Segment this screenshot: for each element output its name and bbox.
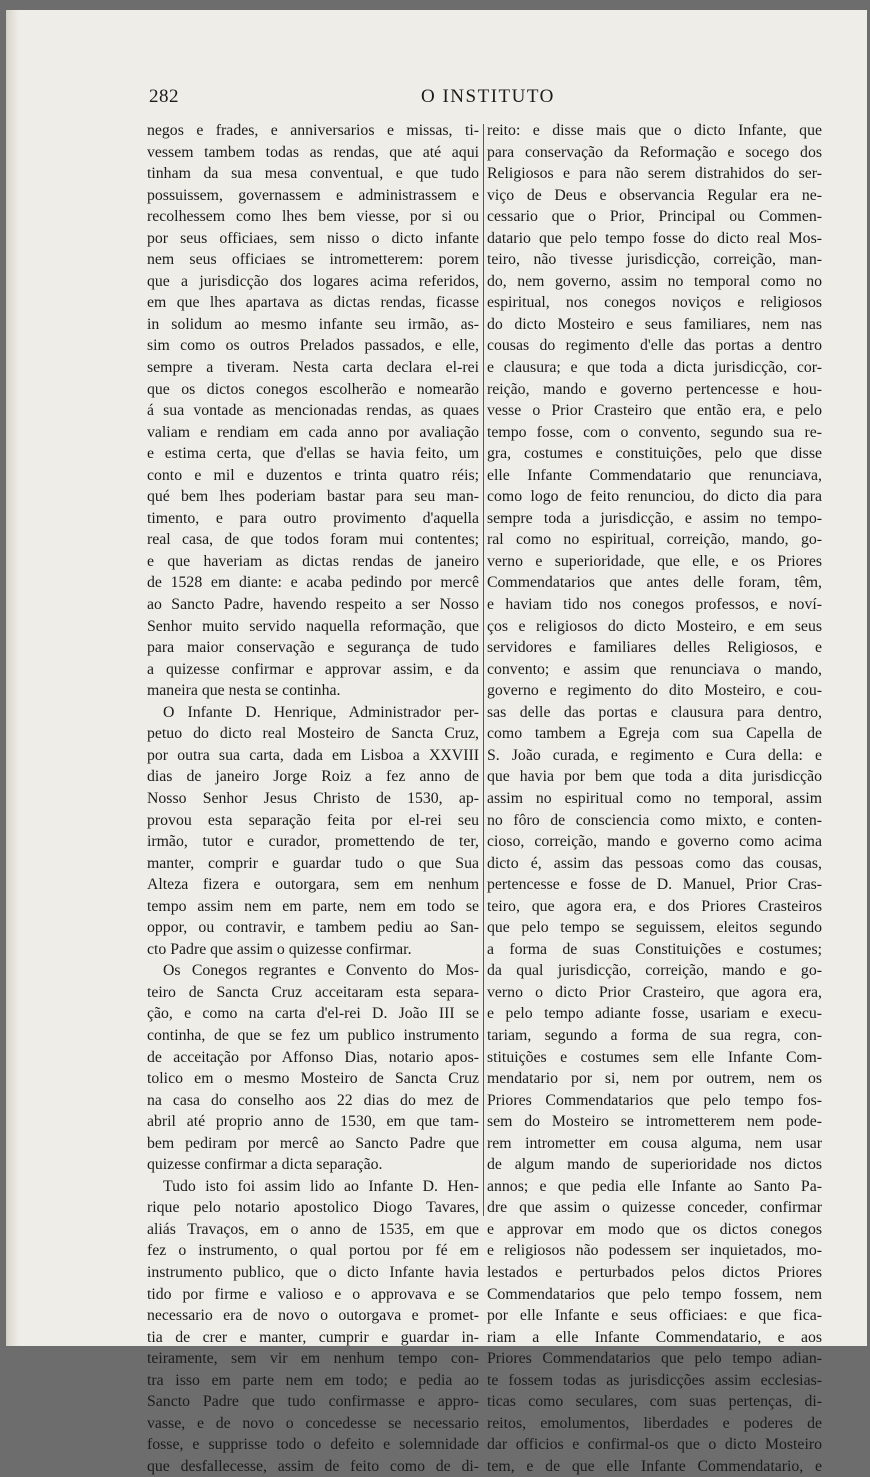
text-line: cioso, correição, mando e governo como acima bbox=[487, 833, 822, 851]
text-line: manter, comprir e guardar tudo o que Sua bbox=[147, 854, 479, 872]
text-line: irmão, tutor e curador, promettendo de ter, bbox=[147, 833, 479, 851]
text-line: quizesse confirmar a dicta separação. bbox=[147, 1156, 383, 1174]
text-line: e haviam tido nos conegos professos, e noví- bbox=[487, 596, 822, 614]
text-line: como logo de feito renunciou, do dicto dia para bbox=[487, 488, 822, 506]
text-line: reição, mando e governo pertencesse e hou- bbox=[487, 380, 822, 398]
text-line: te fossem todas as jurisdicções assim ecclesias- bbox=[487, 1371, 822, 1389]
text-line: Commendatarios que antes delle foram, têm, bbox=[487, 574, 822, 592]
text-line: recolhessem como lhes bem viesse, por si ou bbox=[147, 208, 479, 226]
text-line: lestados e perturbados pelos dictos Priores bbox=[487, 1263, 822, 1281]
text-line: na casa do conselho aos 22 dias do mez de bbox=[147, 1091, 479, 1109]
text-line: a forma de suas Constituições e costumes; bbox=[487, 940, 822, 958]
text-line: O Infante D. Henrique, Administrador per- bbox=[163, 703, 479, 721]
text-line: annos; e que pedia elle Infante ao Santo Pa- bbox=[487, 1177, 822, 1195]
text-line: conto e mil e duzentos e trinta quatro réis; bbox=[147, 466, 479, 484]
text-line: rem intrometter em cousa alguma, nem usar bbox=[487, 1134, 822, 1152]
text-line: sem do Mosteiro se intrometterem nem pode- bbox=[487, 1113, 822, 1131]
text-line: tariam, segundo a forma de sua regra, con- bbox=[487, 1026, 822, 1044]
page-number: 282 bbox=[149, 86, 179, 107]
text-line: em que lhes apartava as dictas rendas, ficasse bbox=[147, 294, 479, 312]
text-line: rique pelo notario apostolico Diogo Tavares, bbox=[147, 1199, 479, 1217]
text-line: Os Conegos regrantes e Convento do Mos- bbox=[163, 962, 479, 980]
text-line: ral como no espiritual, correição, mando, go- bbox=[487, 531, 822, 549]
text-line: tia de crer e manter, cumprir e guardar in- bbox=[147, 1328, 479, 1346]
text-line: da qual jurisdicção, correição, mando e go- bbox=[487, 962, 822, 980]
text-line: S. João curada, e regimento e Cura della: e bbox=[487, 746, 822, 764]
text-line: Tudo isto foi assim lido ao Infante D. Hen- bbox=[163, 1177, 479, 1195]
text-line: provou esta separação feita por el-rei seu bbox=[147, 811, 479, 829]
text-line: Priores Commendatarios que pelo tempo fos- bbox=[487, 1091, 822, 1109]
text-line: cousas do regimento d'elle das portas a dentro bbox=[487, 337, 822, 355]
text-line: ços e religiosos do dicto Mosteiro, e em seus bbox=[487, 617, 822, 635]
text-line: e estima certa, que d'ellas se havia feito, um bbox=[147, 445, 479, 463]
text-line: convento; e assim que renunciava o mando, bbox=[487, 660, 822, 678]
text-line: instrumento publico, que o dicto Infante havia bbox=[147, 1263, 479, 1281]
text-line: teiro de Sancta Cruz acceitaram esta separa- bbox=[147, 983, 479, 1001]
text-line: Religiosos e para não serem distrahidos do ser- bbox=[487, 165, 822, 183]
text-line: vessem tambem todas as rendas, que até aqui bbox=[147, 143, 479, 161]
text-line: governo e regimento do dito Mosteiro, e cou- bbox=[487, 682, 822, 700]
text-line: stituições e costumes sem elle Infante Com- bbox=[487, 1048, 822, 1066]
text-line: continha, de que se fez um publico instrumento bbox=[147, 1026, 479, 1044]
text-line: e religiosos não podessem ser inquietados, mo- bbox=[487, 1242, 822, 1260]
text-line: tido por firme e valioso e o approvava e se bbox=[147, 1285, 479, 1303]
text-line: necessario era de novo o outorgava e promet- bbox=[147, 1307, 479, 1325]
text-line: datario que pelo tempo fosse do dicto real Mos- bbox=[487, 229, 822, 247]
page-header bbox=[7, 74, 867, 107]
text-line: reitos, emolumentos, liberdades e poderes de bbox=[487, 1414, 822, 1432]
text-line: tempo fosse, com o convento, segundo sua re- bbox=[487, 423, 822, 441]
text-line: ticas como seculares, com suas pertenças, di- bbox=[487, 1393, 822, 1411]
text-line: teiro, não tivesse jurisdicção, correição, man- bbox=[487, 251, 822, 269]
text-line: vesse o Prior Crasteiro que então era, e pelo bbox=[487, 402, 822, 420]
text-line: abril até proprio anno de 1530, em que tam- bbox=[147, 1113, 479, 1131]
text-line: Alteza fizera e outorgara, sem em nenhum bbox=[147, 876, 479, 894]
text-line: pertencesse e fosse de D. Manuel, Prior Cras- bbox=[487, 876, 822, 894]
column-divider bbox=[483, 124, 484, 1216]
text-line: sempre toda a jurisdicção, e assim no tempo- bbox=[487, 509, 822, 527]
right-text-column bbox=[487, 120, 822, 1477]
text-line: assim no espiritual como no temporal, assim bbox=[487, 789, 822, 807]
text-line: dar officios e confirmal-os que o dicto Mosteiro bbox=[487, 1436, 822, 1454]
text-line: que a jurisdicção dos logares acima referidos, bbox=[147, 272, 479, 290]
text-line: por outra sua carta, dada em Lisboa a XXVIII bbox=[147, 746, 479, 764]
left-text-column bbox=[147, 120, 479, 1477]
text-line: Nosso Senhor Jesus Christo de 1530, ap- bbox=[147, 789, 479, 807]
text-line: qué bem lhes poderiam bastar para seu man- bbox=[147, 488, 479, 506]
text-line: que desfallecesse, assim de feito como de di- bbox=[147, 1457, 479, 1475]
text-line: espiritual, nos conegos noviços e religiosos bbox=[487, 294, 822, 312]
text-line: sas delle das portas e clausura para dentro, bbox=[487, 703, 822, 721]
text-line: nem seus officiaes se intrometterem: porem bbox=[147, 251, 479, 269]
text-line: dicto é, assim das pessoas como das cousas, bbox=[487, 854, 822, 872]
text-line: Senhor muito servido naquella reformação, que bbox=[147, 617, 479, 635]
text-line: para maior conservação e segurança de tudo bbox=[147, 639, 479, 657]
text-line: viço de Deus e observancia Regular era ne- bbox=[487, 186, 822, 204]
text-line: sim como os outros Prelados passados, e elle, bbox=[147, 337, 479, 355]
text-line: possuissem, governassem e administrassem e bbox=[147, 186, 479, 204]
text-line: cto Padre que assim o quizesse confirmar. bbox=[147, 940, 412, 958]
text-line: aliás Travaços, em o anno de 1535, em que bbox=[147, 1220, 479, 1238]
text-line: dias de janeiro Jorge Roiz a fez anno de bbox=[147, 768, 479, 786]
text-line: e pelo tempo adiante fosse, usariam e execu- bbox=[487, 1005, 822, 1023]
text-line: Sancto Padre que tudo confirmasse e appro- bbox=[147, 1393, 479, 1411]
text-line: reito: e disse mais que o dicto Infante, que bbox=[487, 122, 822, 139]
text-line: que os dictos conegos escolherão e nomearão bbox=[147, 380, 479, 398]
text-line: maneira que nesta se continha. bbox=[147, 682, 341, 700]
text-line: ção, e como na carta d'el-rei D. João III se bbox=[147, 1005, 479, 1023]
text-line: a quizesse confirmar e approvar assim, e da bbox=[147, 660, 479, 678]
text-line: tolico em o mesmo Mosteiro de Sancta Cruz bbox=[147, 1070, 479, 1088]
text-line: e que haveriam as dictas rendas de janeiro bbox=[147, 552, 479, 570]
text-line: fosse, e supprisse todo o defeito e solemnidade bbox=[147, 1436, 479, 1454]
running-head: O INSTITUTO bbox=[421, 86, 555, 107]
text-line: vasse, e de novo o concedesse se necessario bbox=[147, 1414, 479, 1432]
text-line: teiramente, sem vir em nenhum tempo con- bbox=[147, 1350, 479, 1368]
text-line: e clausura; e que toda a dicta jurisdicção, cor- bbox=[487, 359, 822, 377]
text-line: no fôro de consciencia como mixto, e conten- bbox=[487, 811, 822, 829]
text-line: tem, e de que elle Infante Commendatario, e bbox=[487, 1457, 822, 1475]
text-line: in solidum ao mesmo infante seu irmão, as- bbox=[147, 315, 479, 333]
text-line: sempre a tiveram. Nesta carta declara el-rei bbox=[147, 359, 479, 377]
text-line: Commendatarios que pelo tempo fossem, nem bbox=[487, 1285, 822, 1303]
text-line: de 1528 em diante: e acaba pedindo por mercê bbox=[147, 574, 479, 592]
page-gutter-shadow bbox=[7, 10, 19, 1346]
text-line: de algum mando de superioridade nos dictos bbox=[487, 1156, 822, 1174]
text-line: de acceitação por Affonso Dias, notario apos- bbox=[147, 1048, 479, 1066]
text-line: petuo do dicto real Mosteiro de Sancta Cruz, bbox=[147, 725, 479, 743]
text-line: teiro, que agora era, e dos Priores Crasteiros bbox=[487, 897, 822, 915]
text-line: por elle Infante e seus officiaes: e que fica- bbox=[487, 1307, 822, 1325]
text-line: Priores Commendatarios que pelo tempo adian- bbox=[487, 1350, 822, 1368]
text-line: timento, e para outro provimento d'aquella bbox=[147, 509, 479, 527]
text-line: por seus officiaes, sem nisso o dicto infante bbox=[147, 229, 479, 247]
text-line: tempo assim nem em parte, nem em todo se bbox=[147, 897, 479, 915]
text-line: fez o instrumento, o qual portou por fé em bbox=[147, 1242, 479, 1260]
text-line: verno o dicto Prior Crasteiro, que agora era, bbox=[487, 983, 822, 1001]
text-line: real casa, de que todos foram mui contentes; bbox=[147, 531, 479, 549]
text-line: que havia por bem que toda a dita jurisdicção bbox=[487, 768, 822, 786]
text-line: do dicto Mosteiro e seus familiares, nem nas bbox=[487, 315, 822, 333]
text-line: riam a elle Infante Commendatario, e aos bbox=[487, 1328, 822, 1346]
text-line: do, nem governo, assim no temporal como no bbox=[487, 272, 822, 290]
text-line: dre que assim o quizesse conceder, confirmar bbox=[487, 1199, 822, 1217]
text-line: que pelo tempo se seguissem, eleitos segundo bbox=[487, 919, 822, 937]
text-line: e approvar em modo que os dictos conegos bbox=[487, 1220, 822, 1238]
text-line: ao Sancto Padre, havendo respeito a ser Nosso bbox=[147, 596, 479, 614]
text-line: bem pediram por mercê ao Sancto Padre que bbox=[147, 1134, 479, 1152]
text-line: valiam e rendiam em cada anno por avaliação bbox=[147, 423, 479, 441]
book-page bbox=[6, 10, 867, 1475]
text-line: á sua vontade as mencionadas rendas, as quaes bbox=[147, 402, 479, 420]
text-line: tra isso em parte nem em todo; e pedia ao bbox=[147, 1371, 479, 1389]
text-line: oppor, ou contravir, e tambem pediu ao San- bbox=[147, 919, 479, 937]
text-line: gra, costumes e constituições, pelo que disse bbox=[487, 445, 822, 463]
text-line: como tambem a Egreja com sua Capella de bbox=[487, 725, 822, 743]
text-line: cessario que o Prior, Principal ou Commen- bbox=[487, 208, 822, 226]
text-line: para conservação da Reformação e socego dos bbox=[487, 143, 822, 161]
text-line: mendatario por si, nem por outrem, nem os bbox=[487, 1070, 822, 1088]
text-line: verno e superioridade, que elle, e os Priores bbox=[487, 552, 822, 570]
text-line: tinham da sua mesa conventual, e que tudo bbox=[147, 165, 479, 183]
text-line: negos e frades, e anniversarios e missas, ti- bbox=[147, 122, 479, 139]
text-line: servidores e familiares delles Religiosos, e bbox=[487, 639, 822, 657]
text-line: elle Infante Commendatario que renunciava, bbox=[487, 466, 822, 484]
